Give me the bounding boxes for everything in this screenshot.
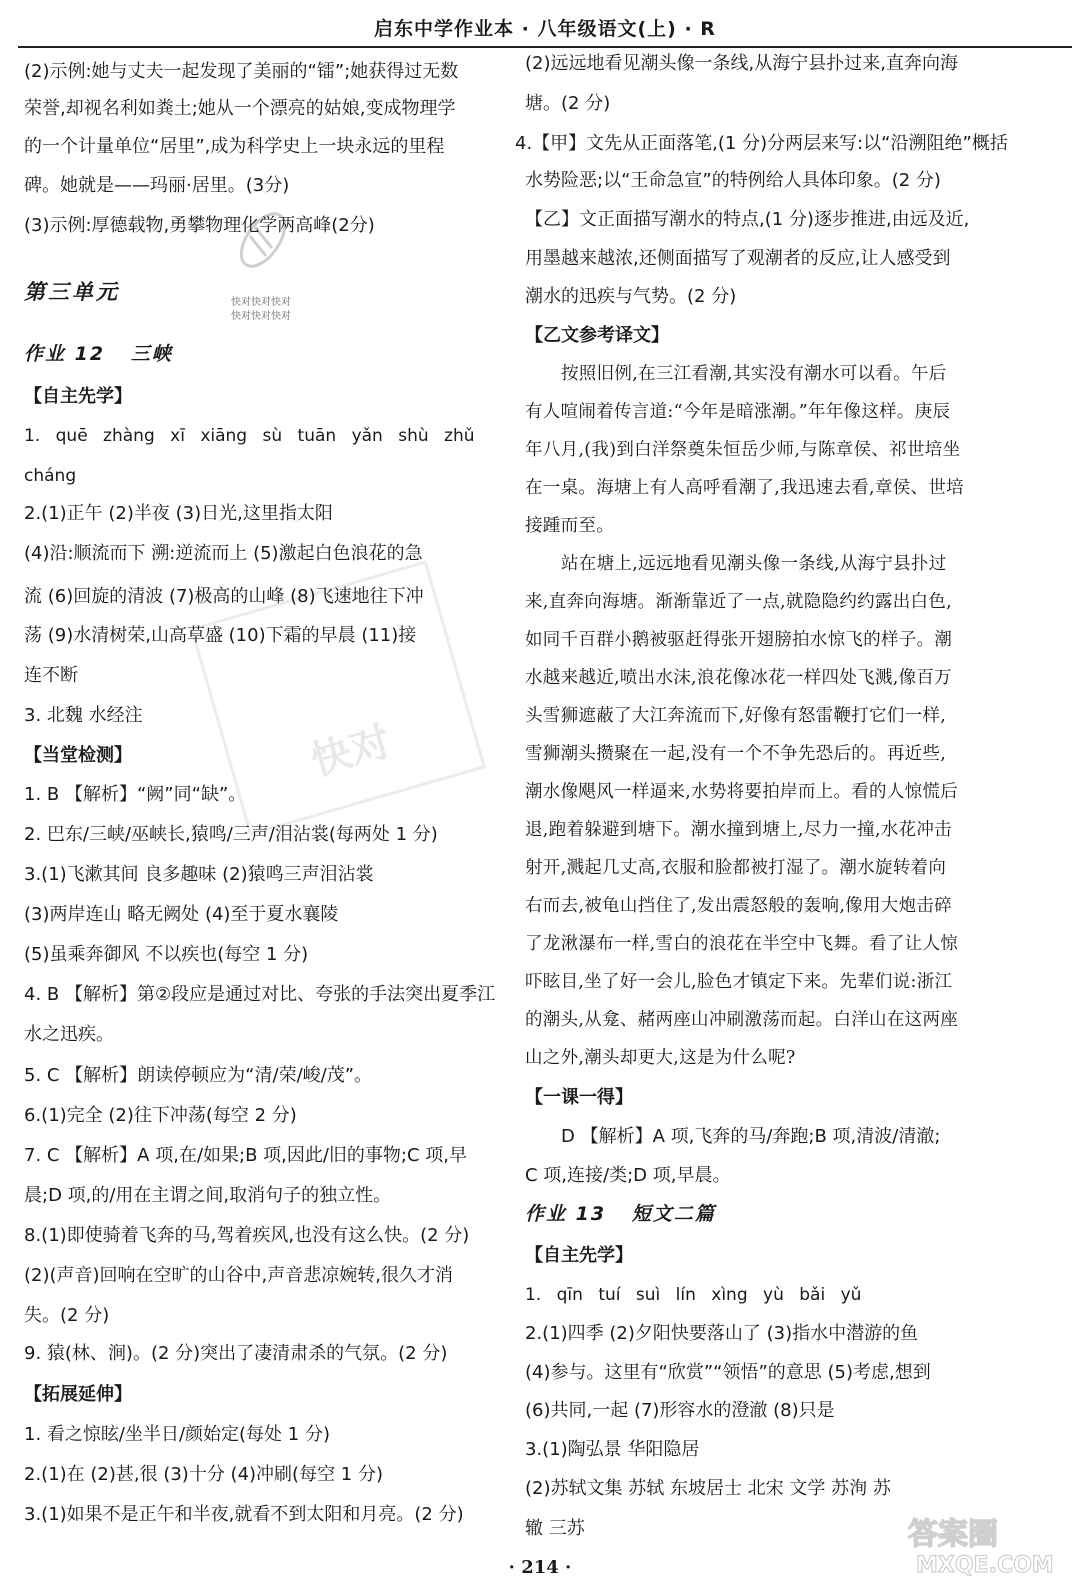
answer-line: D 【解析】A 项,飞奔的马/奔跑;B 项,清波/清澈; xyxy=(561,1126,941,1147)
translation-line: 雪狮潮头攒聚在一起,没有一个不争先恐后的。再近些, xyxy=(525,744,947,764)
answer-line: 荡 (9)水清树荣,山高草盛 (10)下霜的早晨 (11)接 xyxy=(24,625,417,646)
answer-line: 辙 三苏 xyxy=(525,1518,585,1539)
section-tuozhan: 【拓展延伸】 xyxy=(24,1384,132,1405)
translation-line: 水越来越近,喷出水沫,浪花像冰花一样四处飞溅,像百万 xyxy=(525,668,952,688)
answer-line: 水势险恶;以“王命急宣”的特例给人具体印象。(2 分) xyxy=(525,170,941,191)
answer-line: 荣誉,却视名利如粪土;她从一个漂亮的姑娘,变成物理学 xyxy=(24,98,456,119)
answer-line: 4. B 【解析】第②段应是通过对比、夸张的手法突出夏季江 xyxy=(24,984,496,1005)
watermark-line-2: 快对快对快对 xyxy=(231,311,291,322)
answer-line: 3.(1)飞漱其间 良多趣味 (2)猿鸣三声泪沾裳 xyxy=(24,864,374,885)
translation-line: 有人喧闹着传言道:“今年是暗涨潮。”年年像这样。庚辰 xyxy=(525,402,951,422)
translation-line: 如同千百群小鹅被驱赶得张开翅膀拍水惊飞的样子。潮 xyxy=(525,630,953,650)
answer-line: 2. 巴东/三峡/巫峡长,猿鸣/三声/泪沾裳(每两处 1 分) xyxy=(24,824,438,845)
translation-line: 退,跑着躲避到塘下。潮水撞到塘上,尽力一撞,水花冲击 xyxy=(525,820,952,840)
task-name: 三峡 xyxy=(130,343,173,365)
svg-text:MXQE.COM: MXQE.COM xyxy=(916,1553,1054,1578)
answer-line: 用墨越来越浓,还侧面描写了观潮者的反应,让人感受到 xyxy=(525,248,951,269)
task-label: 作业 13 xyxy=(525,1203,607,1225)
answer-line: 1. 看之惊眩/坐半日/颜始定(每处 1 分) xyxy=(24,1424,330,1445)
section-dangtang: 【当堂检测】 xyxy=(24,745,132,766)
task-13-heading xyxy=(525,1200,993,1228)
answer-line: (4)沿:顺流而下 溯:逆流而上 (5)激起白色浪花的急 xyxy=(24,543,423,564)
translation-line: 站在塘上,远远地看见潮头像一条线,从海宁县扑过 xyxy=(561,554,947,574)
section-zizhu-13: 【自主先学】 xyxy=(525,1245,633,1266)
section-yike: 【一课一得】 xyxy=(525,1087,633,1108)
answer-line: 潮水的迅疾与气势。(2 分) xyxy=(525,286,737,307)
translation-line: 来,直奔向海塘。渐渐靠近了一点,就隐隐约约露出白色, xyxy=(525,592,952,612)
watermark-stamp-text: 快对 xyxy=(306,718,396,785)
translation-line: 按照旧例,在三江看潮,其实没有潮水可以看。午后 xyxy=(561,364,947,384)
answer-line: (2)(声音)回响在空旷的山谷中,声音悲凉婉转,很久才消 xyxy=(24,1265,453,1286)
answer-line: (3)示例:厚德载物,勇攀物理化学两高峰(2分) xyxy=(24,215,375,236)
section-translation: 【乙文参考译文】 xyxy=(525,325,669,346)
answer-line: 3. 北魏 水经注 xyxy=(24,705,143,726)
answer-line: 2.(1)在 (2)甚,很 (3)十分 (4)冲刷(每空 1 分) xyxy=(24,1464,383,1485)
translation-line: 射开,溅起几丈高,衣服和脸都被打湿了。潮水旋转着向 xyxy=(525,858,947,878)
answer-line: 晨;D 项,的/用在主谓之间,取消句子的独立性。 xyxy=(24,1185,392,1206)
translation-line: 头雪狮遮蔽了大江奔流而下,好像有怒雷鞭打它们一样, xyxy=(525,706,947,726)
task-12-heading xyxy=(24,340,510,368)
answer-line: (3)两岸连山 略无阙处 (4)至于夏水襄陵 xyxy=(24,904,339,925)
pinyin-line: cháng xyxy=(24,466,77,486)
answer-line: 水之迅疾。 xyxy=(24,1024,114,1045)
answer-line: 1. B 【解析】“阙”同“缺”。 xyxy=(24,784,247,805)
answer-line: 7. C 【解析】A 项,在/如果;B 项,因此/旧的事物;C 项,早 xyxy=(24,1145,468,1166)
translation-line: 吓眩目,坐了好一会儿,脸色才镇定下来。先辈们说:浙江 xyxy=(525,972,953,992)
pinyin-line: 1. quē zhàng xī xiāng sù tuān yǎn shù zhǔ xyxy=(24,426,475,446)
answer-line: 失。(2 分) xyxy=(24,1305,110,1326)
translation-line: 潮水像飓风一样逼来,水势将要拍岸而上。看的人惊慌后 xyxy=(525,782,959,802)
answer-line: 8.(1)即使骑着飞奔的马,驾着疾风,也没有这么快。(2 分) xyxy=(24,1225,470,1246)
answer-line: C 项,连接/类;D 项,早晨。 xyxy=(525,1165,731,1186)
answer-line: 碑。她就是——玛丽·居里。(3分) xyxy=(24,175,290,196)
answer-line: (2)示例:她与丈夫一起发现了美丽的“镭”;她获得过无数 xyxy=(24,61,459,82)
watermark-line-1: 快对快对快对 xyxy=(231,297,291,308)
translation-line: 的潮头,从龛、赭两座山冲刷激荡而起。白洋山在这两座 xyxy=(525,1010,959,1030)
task-name: 短文二篇 xyxy=(631,1203,716,1225)
answer-line: 2.(1)四季 (2)夕阳快要落山了 (3)指水中潜游的鱼 xyxy=(525,1323,919,1344)
answer-line: 4.【甲】文先从正面落笔,(1 分)分两层来写:以“沿溯阻绝”概括 xyxy=(515,133,1008,154)
answer-line: (4)参与。这里有“欣赏”“领悟”的意思 (5)考虑,想到 xyxy=(525,1362,931,1383)
answer-line: 9. 猿(林、涧)。(2 分)突出了凄清肃杀的气氛。(2 分) xyxy=(24,1343,448,1364)
answer-line: 流 (6)回旋的清波 (7)极高的山峰 (8)飞速地往下冲 xyxy=(24,586,424,607)
page-header xyxy=(18,0,1072,48)
header-title: 启东中学作业本 · 八年级语文(上) · R xyxy=(374,18,716,40)
translation-line: 在一桌。海塘上有人高呼看潮了,我迅速去看,章侯、世培 xyxy=(525,478,964,498)
answer-line: 连不断 xyxy=(24,665,78,686)
page-number: · 214 · xyxy=(508,1557,572,1578)
answer-line: 【乙】文正面描写潮水的特点,(1 分)逐步推进,由远及近, xyxy=(525,209,970,230)
svg-text:答案圈: 答案圈 xyxy=(908,1517,998,1552)
unit-title: 第三单元 xyxy=(24,280,120,304)
answer-line: (6)共同,一起 (7)形容水的澄澈 (8)只是 xyxy=(525,1400,835,1421)
answer-line: (2)苏轼文集 苏轼 东坡居士 北宋 文学 苏洵 苏 xyxy=(525,1478,891,1499)
translation-line: 了龙湫瀑布一样,雪白的浪花在半空中飞舞。看了让人惊 xyxy=(525,934,959,954)
pinyin-line: 1. qīn tuí suì lín xìng yù bǎi yǔ xyxy=(525,1285,862,1305)
translation-line: 山之外,潮头却更大,这是为什么呢? xyxy=(525,1048,796,1068)
mxqe-watermark-icon xyxy=(900,1510,1070,1580)
answer-line: (2)远远地看见潮头像一条线,从海宁县扑过来,直奔向海 xyxy=(525,53,958,74)
answer-line: 3.(1)如果不是正午和半夜,就看不到太阳和月亮。(2 分) xyxy=(24,1504,464,1525)
answer-line: 2.(1)正午 (2)半夜 (3)日光,这里指太阳 xyxy=(24,503,333,524)
answer-line: 3.(1)陶弘景 华阳隐居 xyxy=(525,1439,700,1460)
translation-line: 右而去,被龟山挡住了,发出震怒般的轰响,像用大炮击碎 xyxy=(525,896,952,916)
answer-line: 5. C 【解析】朗读停顿应为“清/荣/峻/茂”。 xyxy=(24,1065,373,1086)
task-label: 作业 12 xyxy=(24,343,106,365)
translation-line: 年八月,(我)到白洋祭奠朱恒岳少师,与陈章侯、祁世培坐 xyxy=(525,440,961,460)
answer-line: 的一个计量单位“居里”,成为科学史上一块永远的里程 xyxy=(24,136,445,157)
translation-line: 接踵而至。 xyxy=(525,516,614,536)
answer-line: (5)虽乘奔御风 不以疾也(每空 1 分) xyxy=(24,944,309,965)
section-zizhu: 【自主先学】 xyxy=(24,386,132,407)
answer-line: 塘。(2 分) xyxy=(525,93,611,114)
answer-line: 6.(1)完全 (2)往下冲荡(每空 2 分) xyxy=(24,1105,297,1126)
